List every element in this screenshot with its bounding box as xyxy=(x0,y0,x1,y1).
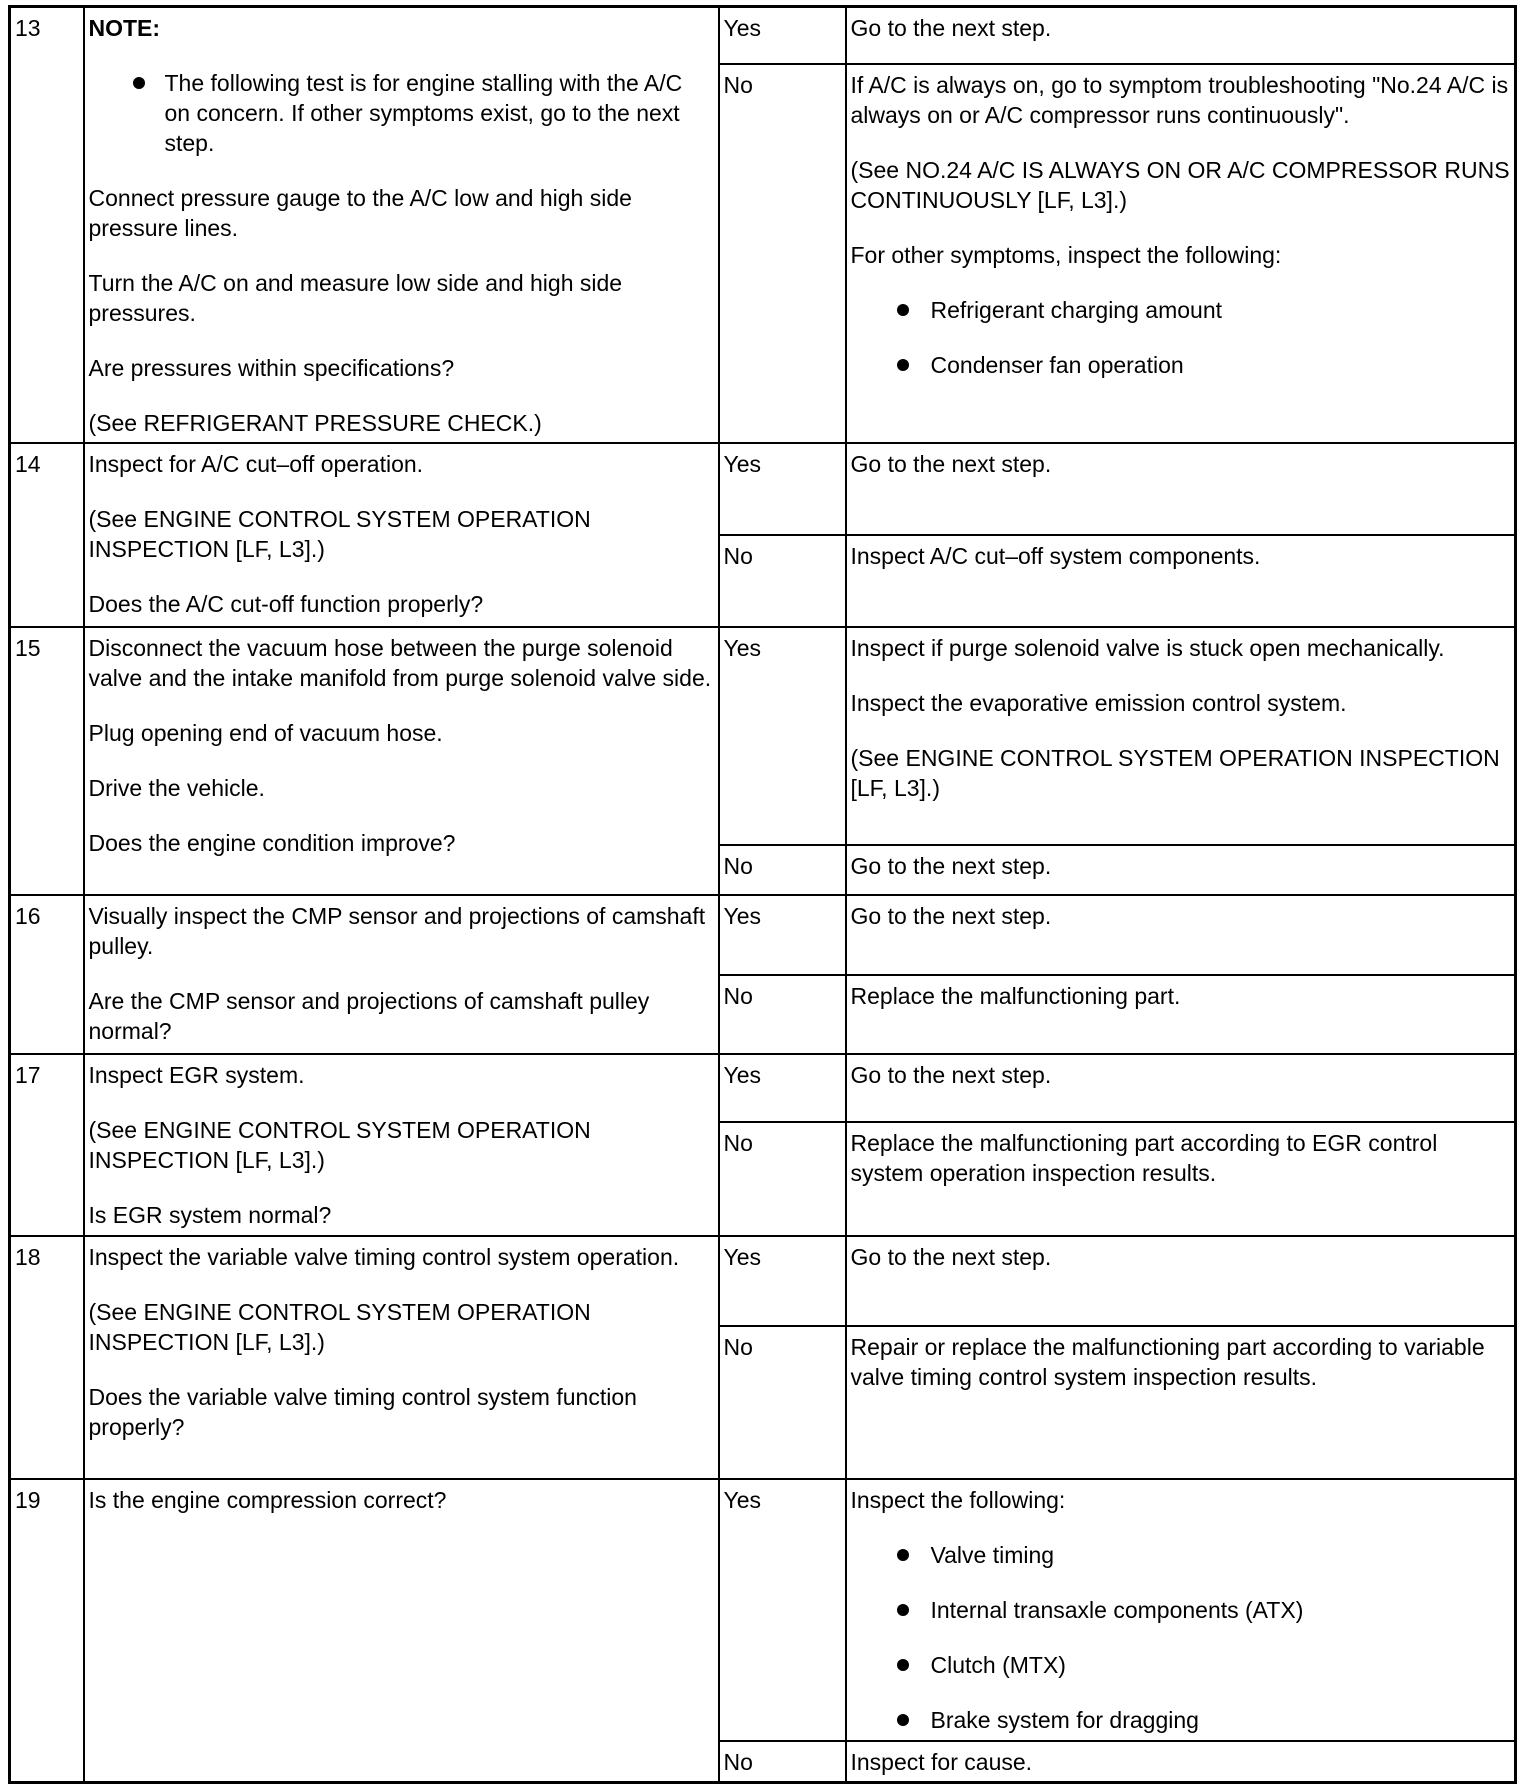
note-list xyxy=(89,68,714,158)
step-15-yes-row xyxy=(10,627,1516,845)
answer-yes: Yes xyxy=(719,1054,846,1122)
result-yes: Go to the next step. xyxy=(846,1236,1516,1326)
list-item: Condenser fan operation xyxy=(851,350,1511,380)
step-number: 17 xyxy=(10,1054,84,1236)
step-action xyxy=(84,7,719,444)
result-yes: Inspect the following: Valve timing Internal transaxle components (ATX) Clutch (MTX) Brake system for dragging xyxy=(846,1479,1516,1741)
step-action: Disconnect the vacuum hose between the purge solenoid valve and the intake manifold from purge solenoid valve side. Plug opening end of vacuum hose. Drive the vehicle. Does the engine condition improve? xyxy=(84,627,719,895)
result-no: Replace the malfunctioning part. xyxy=(846,975,1516,1054)
answer-no: No xyxy=(719,845,846,895)
result-yes: Go to the next step. xyxy=(846,895,1516,975)
diagnostic-procedure-table xyxy=(8,5,1517,1784)
result-no: Go to the next step. xyxy=(846,845,1516,895)
answer-no: No xyxy=(719,1122,846,1236)
step-number: 19 xyxy=(10,1479,84,1783)
action-text: Turn the A/C on and measure low side and high side pressures. xyxy=(88,270,623,326)
step-action: Inspect for A/C cut–off operation. (See ENGINE CONTROL SYSTEM OPERATION INSPECTION [LF, L3].) Does the A/C cut-off function properly? xyxy=(84,443,719,627)
list-item: Clutch (MTX) xyxy=(851,1650,1511,1680)
step-action: Is the engine compression correct? xyxy=(84,1479,719,1783)
step-action: Inspect the variable valve timing control system operation. (See ENGINE CONTROL SYSTEM OPERATION INSPECTION [LF, L3].) Does the variable valve timing control system function properly? xyxy=(84,1236,719,1479)
action-reference: (See REFRIGERANT PRESSURE CHECK.) xyxy=(88,410,542,436)
result-no: If A/C is always on, go to symptom troubleshooting "No.24 A/C is always on or A/C compressor runs continuously". (See NO.24 A/C IS ALWAYS ON OR A/C COMPRESSOR RUNS CONTINUOUSLY [LF, L3].) For other symptoms, inspect the following: Refrigerant charging amount Condenser fan operation xyxy=(846,64,1516,443)
note-item: The following test is for engine stalling with the A/C on concern. If other symptoms exist, go to the next step. xyxy=(89,68,714,158)
step-action: Visually inspect the CMP sensor and projections of camshaft pulley. Are the CMP sensor and projections of camshaft pulley normal? xyxy=(84,895,719,1054)
bullet-icon xyxy=(897,1714,909,1726)
answer-yes: Yes xyxy=(719,895,846,975)
result-yes: Go to the next step. xyxy=(846,443,1516,535)
list-item: Valve timing xyxy=(851,1540,1511,1570)
step-13-yes-row xyxy=(10,7,1516,64)
step-number: 15 xyxy=(10,627,84,895)
inspect-list xyxy=(851,295,1511,380)
note-title: NOTE: xyxy=(88,15,161,41)
answer-no: No xyxy=(719,1741,846,1783)
answer-yes: Yes xyxy=(719,443,846,535)
answer-no: No xyxy=(719,64,846,443)
answer-no: No xyxy=(719,975,846,1054)
bullet-icon xyxy=(897,304,909,316)
step-number: 13 xyxy=(10,7,84,444)
result-no: Repair or replace the malfunctioning part according to variable valve timing control system inspection results. xyxy=(846,1326,1516,1479)
bullet-icon xyxy=(897,359,909,371)
answer-yes: Yes xyxy=(719,627,846,845)
result-no: Inspect A/C cut–off system components. xyxy=(846,535,1516,627)
list-item: Brake system for dragging xyxy=(851,1705,1511,1735)
step-number: 16 xyxy=(10,895,84,1054)
step-17-yes-row xyxy=(10,1054,1516,1122)
result-no: Replace the malfunctioning part according to EGR control system operation inspection results. xyxy=(846,1122,1516,1236)
bullet-icon xyxy=(133,77,145,89)
bullet-icon xyxy=(897,1549,909,1561)
answer-no: No xyxy=(719,1326,846,1479)
bullet-icon xyxy=(897,1604,909,1616)
step-18-yes-row xyxy=(10,1236,1516,1326)
list-item: Refrigerant charging amount xyxy=(851,295,1511,325)
step-number: 18 xyxy=(10,1236,84,1479)
answer-no: No xyxy=(719,535,846,627)
troubleshooting-document xyxy=(8,5,1517,1784)
list-item: Internal transaxle components (ATX) xyxy=(851,1595,1511,1625)
result-yes: Inspect if purge solenoid valve is stuck open mechanically. Inspect the evaporative emission control system. (See ENGINE CONTROL SYSTEM OPERATION INSPECTION [LF, L3].) xyxy=(846,627,1516,845)
action-text: Connect pressure gauge to the A/C low and high side pressure lines. xyxy=(88,185,632,241)
step-16-yes-row xyxy=(10,895,1516,975)
answer-yes: Yes xyxy=(719,1236,846,1326)
inspect-list xyxy=(851,1540,1511,1735)
result-yes: Go to the next step. xyxy=(846,1054,1516,1122)
step-action: Inspect EGR system. (See ENGINE CONTROL SYSTEM OPERATION INSPECTION [LF, L3].) Is EGR system normal? xyxy=(84,1054,719,1236)
bullet-icon xyxy=(897,1659,909,1671)
result-yes: Go to the next step. xyxy=(846,7,1516,64)
step-14-yes-row xyxy=(10,443,1516,535)
step-number: 14 xyxy=(10,443,84,627)
step-19-yes-row xyxy=(10,1479,1516,1741)
answer-yes: Yes xyxy=(719,1479,846,1741)
result-no: Inspect for cause. xyxy=(846,1741,1516,1783)
answer-yes: Yes xyxy=(719,7,846,64)
action-question: Are pressures within specifications? xyxy=(88,355,455,381)
